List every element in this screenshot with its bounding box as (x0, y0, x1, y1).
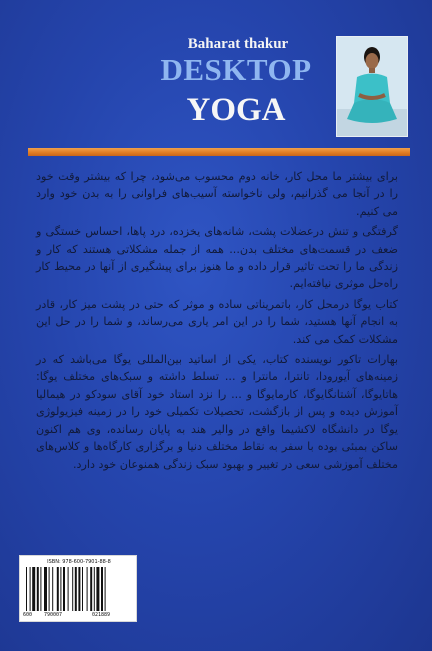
title-desktop: DESKTOP (160, 52, 312, 87)
author-name: Baharat thakur (187, 36, 289, 52)
barcode-label (19, 555, 137, 622)
barcode-icon (26, 567, 132, 611)
orange-divider (28, 148, 410, 156)
paragraph: گرفتگی و تنش درعضلات پشت، شانه‌های یخزده، درد پاها، احساس خستگی و ضعف در قسمت‌های مختلف بدن... همه از جمله مشکلاتی هستند که کار و زندگی ما را تحت تاثیر قرار داده و ما هنوز برای پیشگیری از آنها در محیط کار راه‌حل موثری نیافته‌ایم. (36, 225, 398, 291)
paragraph: برای بیشتر ما محل کار، خانه دوم محسوب می‌شود، چرا که بیشتر وقت خود را در آنجا می گذرانیم، ولی ناخواسته آسیب‌های فراوانی را به بدن خود وارد می کنیم. (36, 170, 398, 218)
author-photo-illustration (337, 37, 407, 136)
barcode-digits-left: 600 (23, 612, 33, 618)
description-text (36, 168, 398, 476)
paragraph: کتاب یوگا درمحل کار، باتمریناتی ساده و موثر که حتی در پشت میز کار، قادر به انجام آنها هستید، شما را در این امر یاری می‌رساند، و شما را در حل این مشکلات کمک می کند. (36, 297, 398, 346)
isbn-number: ISBN: 978-600-7901-88-8 (47, 559, 111, 565)
title-yoga: YOGA (186, 92, 286, 128)
barcode-digits-right: 021889 (92, 612, 111, 618)
barcode-digits-mid: 790007 (44, 612, 63, 618)
paragraph: بهارات تاکور نویسنده کتاب، یکی از اساتید بین‌المللی یوگا می‌باشد که در زمینه‌های آیورودا، تانترا، مانترا و ... تسلط داشته و سبک‌های مختلف یوگا: هاتایوگا، آشتانگایوگا، کارمایوگا و ... را نزد استاد خود آقای سودکو در هیمالیا آموزش دیده و پس از بازگشت، تحصیلات تکمیلی خود را در زمینه فیزیولوژی یوگا در دانشگاه لاکشیما واقع در والیر هند به پایان رسانده، وی هم اکنون ساکن بمبئی بوده با سفر به نقاط مختلف دنیا و برگزاری کارگاه‌ها و کلاس‌های مختلف آموزشی سعی در تغییر و بهبود سبک زندگی همنوعان خود دارد. (36, 353, 398, 471)
author-photo (336, 36, 408, 137)
